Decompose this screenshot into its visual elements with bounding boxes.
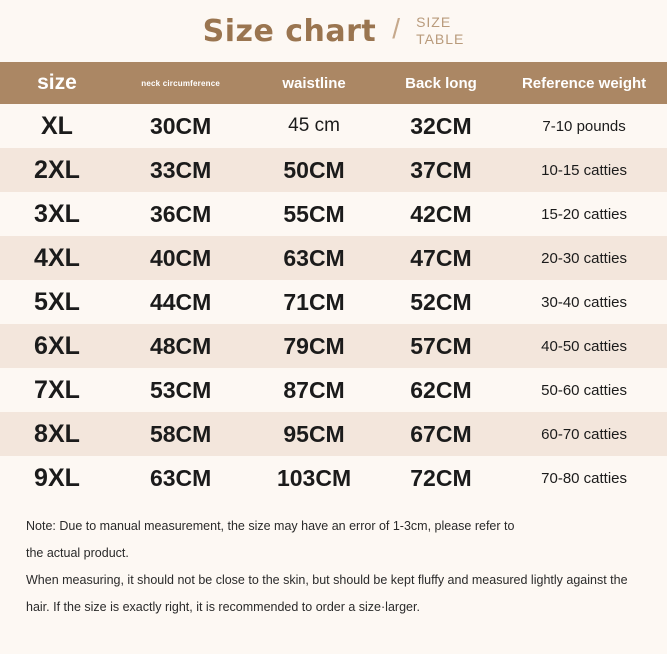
cell-weight: 10-15 catties <box>541 161 628 179</box>
table-row <box>0 324 667 368</box>
table-row <box>0 368 667 412</box>
cell-size: 7XL <box>34 375 80 404</box>
cell-weight: 50-60 catties <box>541 381 628 399</box>
page-header <box>0 0 667 62</box>
size-table <box>0 62 667 500</box>
table-row <box>0 192 667 236</box>
cell-waist: 95CM <box>283 420 345 447</box>
column-header-weight: Reference weight <box>521 74 647 92</box>
cell-weight: 30-40 catties <box>541 293 628 311</box>
cell-back: 37CM <box>410 156 472 183</box>
note-line-1: Note: Due to manual measurement, the size may have an error of 1-3cm, please refer to <box>26 519 515 533</box>
cell-waist: 63CM <box>283 244 345 271</box>
cell-weight: 70-80 catties <box>541 469 628 487</box>
cell-neck: 40CM <box>149 244 212 271</box>
note-line-4: hair. If the size is exactly right, it is recommended to order a size·larger. <box>26 600 420 614</box>
cell-waist: 79CM <box>283 332 345 359</box>
cell-weight: 7-10 pounds <box>542 117 626 135</box>
cell-waist: 45 cm <box>288 115 340 136</box>
table-row <box>0 148 667 192</box>
cell-neck: 48CM <box>149 332 212 359</box>
title-separator: / <box>392 13 401 44</box>
cell-back: 32CM <box>410 112 472 139</box>
page-subtitle-line1: SIZE <box>416 13 452 30</box>
cell-back: 67CM <box>410 420 472 447</box>
column-header-size: size <box>37 71 77 94</box>
cell-waist: 55CM <box>283 200 345 227</box>
cell-neck: 58CM <box>149 420 212 447</box>
cell-size: 3XL <box>34 199 80 228</box>
column-header-waist: waistline <box>282 74 346 92</box>
cell-size: 4XL <box>34 243 80 272</box>
cell-neck: 63CM <box>149 464 212 491</box>
cell-back: 52CM <box>410 288 472 315</box>
cell-neck: 36CM <box>149 200 212 227</box>
page-title: Size chart <box>202 13 377 49</box>
column-header-back: Back long <box>405 74 477 92</box>
cell-size: 9XL <box>34 463 80 492</box>
page-subtitle-line2: TABLE <box>416 31 465 47</box>
cell-neck: 53CM <box>149 376 212 403</box>
note-line-3: When measuring, it should not be close to the skin, but should be kept fluffy and measured lightly against the <box>26 573 628 587</box>
table-row <box>0 412 667 456</box>
cell-weight: 60-70 catties <box>541 425 628 443</box>
cell-weight: 40-50 catties <box>541 337 628 355</box>
cell-neck: 44CM <box>149 288 212 315</box>
cell-back: 72CM <box>410 464 472 491</box>
cell-size: 8XL <box>34 419 80 448</box>
cell-neck: 33CM <box>149 156 212 183</box>
cell-back: 47CM <box>410 244 472 271</box>
cell-waist: 50CM <box>283 156 345 183</box>
column-header-neck: neck circumference <box>141 78 221 88</box>
table-header-row <box>0 62 667 104</box>
cell-size: 6XL <box>34 331 80 360</box>
cell-neck: 30CM <box>149 112 212 139</box>
cell-size: 5XL <box>34 287 80 316</box>
table-body <box>0 104 667 500</box>
cell-waist: 103CM <box>276 464 352 491</box>
cell-back: 42CM <box>410 200 472 227</box>
cell-weight: 15-20 catties <box>541 205 628 223</box>
table-row <box>0 236 667 280</box>
page-subtitle <box>416 14 464 49</box>
cell-waist: 71CM <box>283 288 345 315</box>
table-header <box>0 62 667 104</box>
table-row <box>0 280 667 324</box>
note-line-2: the actual product. <box>26 546 129 560</box>
cell-back: 57CM <box>410 332 472 359</box>
cell-back: 62CM <box>410 376 472 403</box>
notes-section <box>0 500 667 620</box>
cell-waist: 87CM <box>283 376 345 403</box>
table-row <box>0 456 667 500</box>
cell-weight: 20-30 catties <box>541 249 628 267</box>
cell-size: 2XL <box>34 155 80 184</box>
table-row <box>0 104 667 148</box>
cell-size: XL <box>41 111 73 140</box>
